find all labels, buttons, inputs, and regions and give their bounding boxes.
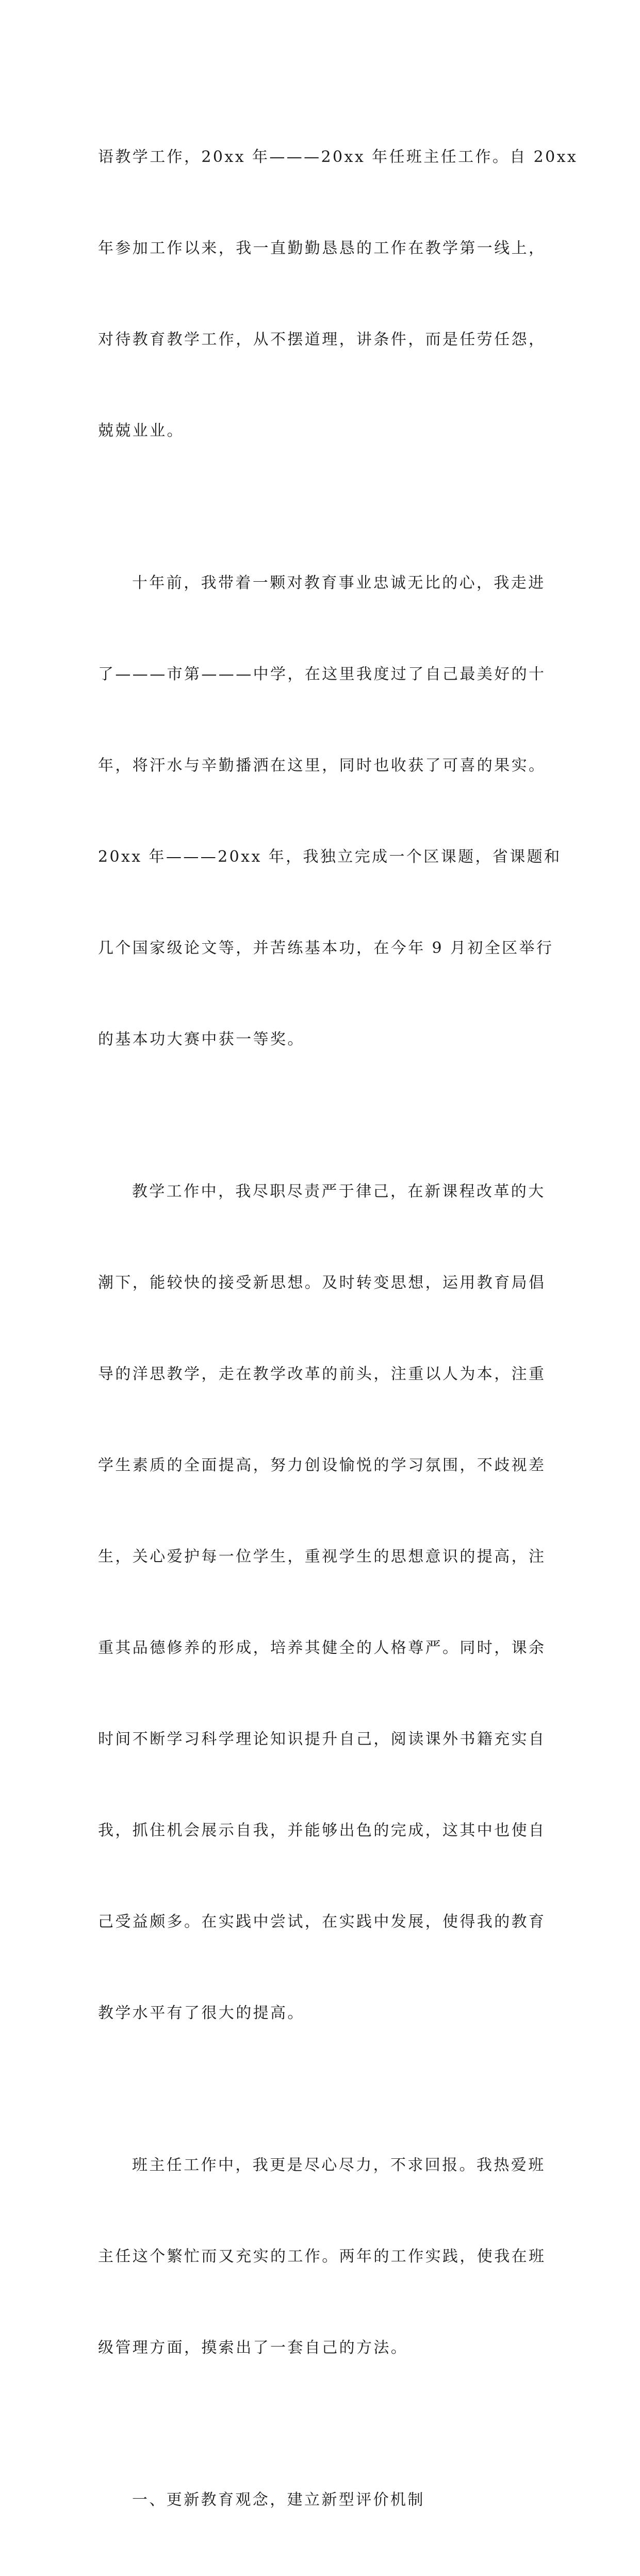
text-line: 导的洋思教学，走在教学改革的前头，注重以人为本，注重 bbox=[98, 1365, 546, 1383]
text-line: 20xx 年———20xx 年，我独立完成一个区课题，省课题和 bbox=[98, 848, 562, 866]
paragraph-3 bbox=[98, 1115, 546, 2089]
text-line: 的基本功大赛中获一等奖。 bbox=[98, 1030, 305, 1048]
text-line: 教学工作中，我尽职尽责严于律己，在新课程改革的大 bbox=[132, 1183, 546, 1201]
text-line: 我，抓住机会展示自我，并能够出色的完成，这其中也使自 bbox=[98, 1822, 546, 1840]
paragraph-2 bbox=[98, 507, 562, 1115]
text-line: 学生素质的全面提高，努力创设愉悦的学习氛围，不歧视差 bbox=[98, 1456, 546, 1474]
text-line: 主任这个繁忙而又充实的工作。两年的工作实践，使我在班 bbox=[98, 2247, 546, 2266]
text-line: 几个国家级论文等，并苦练基本功，在今年 9 月初全区举行 bbox=[98, 939, 554, 957]
text-line: 对待教育教学工作，从不摆道理，讲条件，而是任劳任怨， bbox=[98, 331, 546, 349]
text-line: 班主任工作中，我更是尽心尽力，不求回报。我热爱班 bbox=[132, 2156, 546, 2174]
text-line: 教学水平有了很大的提高。 bbox=[98, 2004, 305, 2022]
document-body bbox=[98, 81, 578, 2576]
text-line: 年参加工作以来，我一直勤勤恳恳的工作在教学第一线上， bbox=[98, 239, 546, 257]
section-heading bbox=[98, 2424, 543, 2576]
text-line: 级管理方面，摸索出了一套自己的方法。 bbox=[98, 2339, 408, 2357]
text-line: 十年前，我带着一颗对教育事业忠诚无比的心，我走进 bbox=[132, 574, 546, 592]
text-line: 了———市第———中学，在这里我度过了自己最美好的十 bbox=[98, 665, 546, 683]
text-line: 兢兢业业。 bbox=[98, 422, 184, 440]
text-line: 时间不断学习科学理论知识提升自己，阅读课外书籍充实自 bbox=[98, 1730, 546, 1748]
text-line: 年，将汗水与辛勤播洒在这里，同时也收获了可喜的果实。 bbox=[98, 757, 546, 775]
text-line: 重其品德修养的形成，培养其健全的人格尊严。同时，课余 bbox=[98, 1639, 546, 1657]
paragraph-1 bbox=[98, 81, 578, 507]
heading-line: 一、更新教育观念，建立新型评价机制 bbox=[132, 2491, 425, 2509]
paragraph-4 bbox=[98, 2089, 546, 2424]
text-line: 潮下，能较快的接受新思想。及时转变思想，运用教育局倡 bbox=[98, 1274, 546, 1292]
text-line: 生，关心爱护每一位学生，重视学生的思想意识的提高，注 bbox=[98, 1548, 546, 1566]
text-line: 己受益颇多。在实践中尝试，在实践中发展，使得我的教育 bbox=[98, 1913, 546, 1931]
text-line: 语教学工作，20xx 年———20xx 年任班主任工作。自 20xx bbox=[98, 148, 578, 166]
